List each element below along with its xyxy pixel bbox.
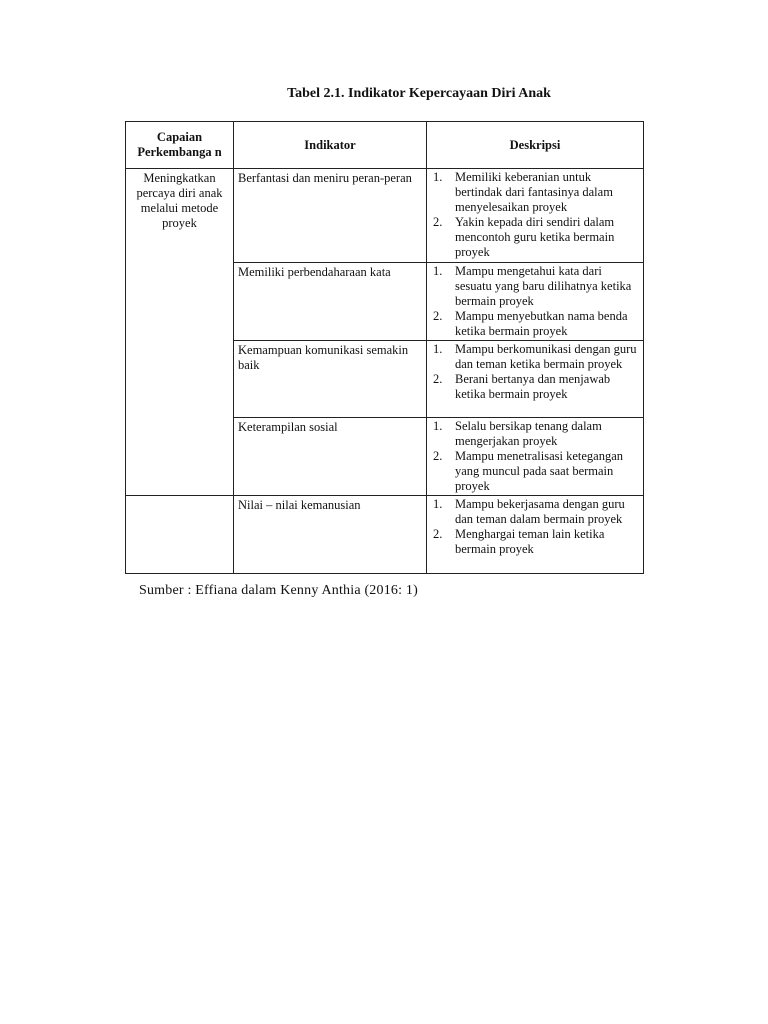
list-item: 2. Mampu menetralisasi ketegangan yang muncul pada saat bermain proyek — [433, 449, 623, 493]
list-item: 2. Mampu menyebutkan nama benda ketika bermain proyek — [433, 309, 628, 338]
deskripsi-list — [431, 342, 639, 402]
list-item: 1. Mampu mengetahui kata dari sesuatu yang baru dilihatnya ketika bermain proyek — [433, 264, 632, 308]
header-capaian: Capaian Perkembanga n — [126, 122, 234, 169]
indikator-cell: Nilai – nilai kemanusian — [234, 496, 427, 574]
capaian-cell: Meningkatkan percaya diri anak melalui metode proyek — [126, 169, 234, 496]
list-item: 1. Mampu bekerjasama dengan guru dan teman dalam bermain proyek — [433, 497, 625, 526]
indikator-cell: Keterampilan sosial — [234, 418, 427, 496]
deskripsi-cell — [427, 496, 644, 574]
deskripsi-list — [431, 497, 639, 557]
list-item: 2. Menghargai teman lain ketika bermain proyek — [433, 527, 605, 556]
deskripsi-cell — [427, 169, 644, 263]
indikator-cell: Berfantasi dan meniru peran-peran — [234, 169, 427, 263]
indikator-cell: Kemampuan komunikasi semakin baik — [234, 341, 427, 418]
deskripsi-list — [431, 170, 639, 260]
source-citation: Sumber : Effiana dalam Kenny Anthia (2016: 1) — [139, 583, 418, 598]
capaian-cell-empty — [126, 496, 234, 574]
table-row — [126, 496, 644, 574]
deskripsi-cell — [427, 263, 644, 341]
header-indikator: Indikator — [234, 122, 427, 169]
table-row — [126, 169, 644, 263]
header-deskripsi: Deskripsi — [427, 122, 644, 169]
deskripsi-list — [431, 419, 639, 494]
deskripsi-cell — [427, 418, 644, 496]
deskripsi-cell — [427, 341, 644, 418]
table-title: Tabel 2.1. Indikator Kepercayaan Diri Anak — [287, 86, 551, 101]
list-item: 1. Mampu berkomunikasi dengan guru dan teman ketika bermain proyek — [433, 342, 637, 371]
list-item: 1. Memiliki keberanian untuk bertindak dari fantasinya dalam menyelesaikan proyek — [433, 170, 613, 214]
list-item: 2. Yakin kepada diri sendiri dalam mencontoh guru ketika bermain proyek — [433, 215, 615, 259]
table-header-row — [126, 122, 644, 169]
indikator-cell: Memiliki perbendaharaan kata — [234, 263, 427, 341]
deskripsi-list — [431, 264, 639, 339]
indicator-table — [125, 121, 644, 574]
list-item: 2. Berani bertanya dan menjawab ketika bermain proyek — [433, 372, 611, 401]
list-item: 1. Selalu bersikap tenang dalam mengerjakan proyek — [433, 419, 602, 448]
